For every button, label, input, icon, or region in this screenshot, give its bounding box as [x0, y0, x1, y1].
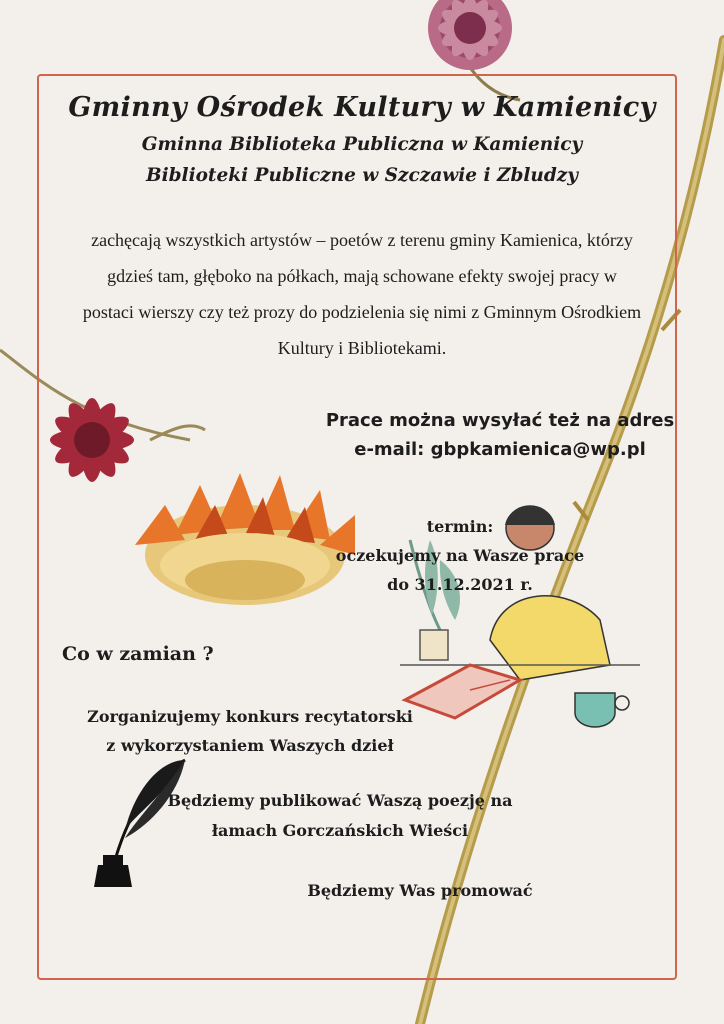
contact-email: e-mail: gbpkamienica@wp.pl — [354, 439, 646, 460]
reward-item: łamach Gorczańskich Wieści — [211, 821, 469, 840]
contact-line: Prace można wysyłać też na adres — [325, 410, 675, 431]
deadline-label: termin: — [426, 517, 494, 536]
subtitle-library: Gminna Biblioteka Publiczna w Kamienicy — [141, 134, 583, 155]
reward-item: z wykorzystaniem Waszych dzieł — [106, 736, 394, 755]
deadline-line: oczekujemy na Wasze prace — [335, 546, 585, 565]
reward-item: Zorganizujemy konkurs recytatorski — [87, 707, 413, 726]
deadline-date: do 31.12.2021 r. — [387, 575, 533, 594]
page-title: Gminny Ośrodek Kultury w Kamienicy — [68, 92, 656, 123]
intro-paragraph: zachęcają wszystkich artystów – poetów z terenu gminy Kamienica, którzy gdzieś tam, głęboko na półkach, mają schowane efekty swojej pracy w postaci wierszy czy też prozy do podzielenia się nimi z Gminnym Ośrodkiem Kultury i Bibliotekami. — [82, 230, 642, 358]
reward-item: Będziemy publikować Waszą poezję na — [167, 791, 513, 810]
reward-item: Będziemy Was promować — [307, 881, 533, 900]
subtitle-branch-libraries: Biblioteki Publiczne w Szczawie i Zbludzy — [145, 165, 579, 186]
rewards-title: Co w zamian ? — [62, 643, 214, 665]
